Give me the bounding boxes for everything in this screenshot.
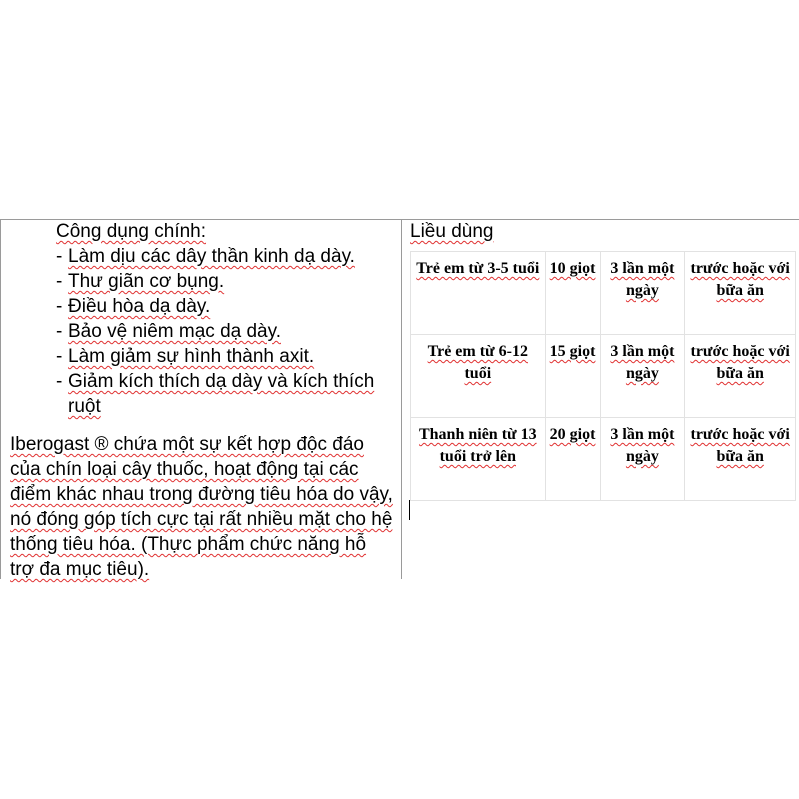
drops-cell: 10 giọt bbox=[545, 252, 600, 335]
age-cell: Thanh niên từ 13 tuổi trở lên bbox=[411, 418, 546, 501]
list-item: - Bảo vệ niêm mạc dạ dày. bbox=[56, 321, 281, 342]
table-row bbox=[411, 335, 796, 418]
text-cursor bbox=[409, 500, 410, 520]
bullet-dash: - bbox=[56, 371, 63, 392]
table-row bbox=[411, 418, 796, 501]
frequency-cell: 3 lần một ngày bbox=[600, 335, 685, 418]
drops-cell: 20 giọt bbox=[545, 418, 600, 501]
age-cell: Trẻ em từ 6-12 tuổi bbox=[411, 335, 546, 418]
bullet-dash: - bbox=[56, 321, 63, 342]
uses-heading: Công dụng chính: bbox=[56, 221, 207, 242]
bullet-dash: - bbox=[56, 246, 63, 267]
list-item: - Điều hòa dạ dày. bbox=[56, 296, 211, 317]
bullet-dash: - bbox=[56, 271, 63, 292]
uses-list bbox=[56, 244, 401, 419]
table-row bbox=[411, 252, 796, 335]
timing-cell: trước hoặc với bữa ăn bbox=[685, 252, 796, 335]
bullet-dash: - bbox=[56, 296, 63, 317]
column-divider bbox=[401, 219, 402, 579]
frequency-cell: 3 lần một ngày bbox=[600, 252, 685, 335]
timing-cell: trước hoặc với bữa ăn bbox=[685, 418, 796, 501]
list-item: - Làm dịu các dây thần kinh dạ dày. bbox=[56, 246, 355, 267]
drops-cell: 15 giọt bbox=[545, 335, 600, 418]
age-cell: Trẻ em từ 3-5 tuổi bbox=[411, 252, 546, 335]
dosage-table bbox=[410, 251, 796, 501]
timing-cell: trước hoặc với bữa ăn bbox=[685, 335, 796, 418]
frequency-cell: 3 lần một ngày bbox=[600, 418, 685, 501]
list-item: - Làm giảm sự hình thành axit. bbox=[56, 346, 315, 367]
list-item: - Thư giãn cơ bụng. bbox=[56, 271, 225, 292]
frame-left-border bbox=[0, 219, 1, 579]
bullet-dash: - bbox=[56, 346, 63, 367]
product-description: Iberogast ® chứa một sự kết hợp độc đáo của chín loại cây thuốc, hoạt động tại các điểm khác nhau trong đường tiêu hóa do vậy, nó đóng góp tích cực tại rất nhiều mặt cho hệ thống tiêu hóa. (Thực phẩm chức năng hỗ trợ đa mục tiêu). bbox=[10, 434, 393, 580]
list-item: - Giảm kích thích dạ dày và kích thích ruột bbox=[56, 371, 375, 417]
dosage-heading: Liều dùng bbox=[410, 221, 494, 242]
